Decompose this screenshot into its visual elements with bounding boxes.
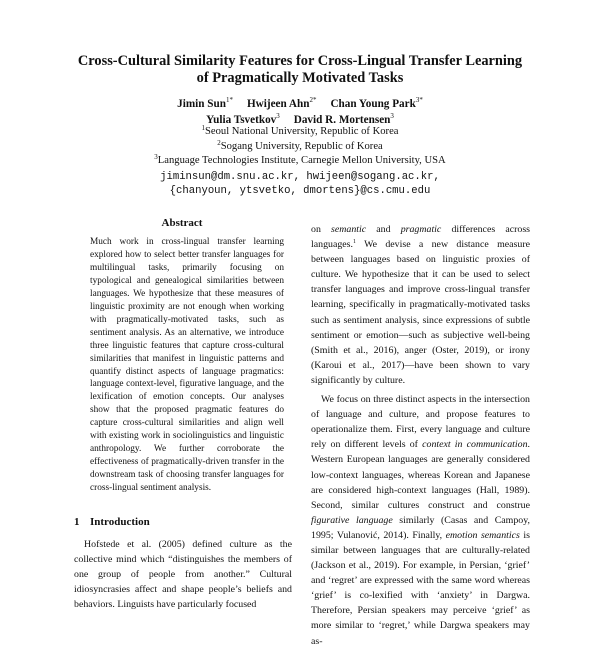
section-title: Introduction bbox=[90, 516, 150, 528]
author-name: Hwijeen Ahn bbox=[246, 98, 310, 110]
affiliations bbox=[40, 125, 560, 169]
author-name: Yulia Tsvetkov bbox=[206, 114, 277, 126]
footnote-mark[interactable]: 1 bbox=[352, 239, 356, 246]
affiliation-mark: 2 bbox=[217, 138, 221, 147]
emphasis: context in communication bbox=[422, 439, 528, 451]
emphasis: figurative language bbox=[311, 514, 393, 526]
author-mark: 1* bbox=[225, 96, 233, 104]
affiliation bbox=[40, 125, 560, 140]
affiliation-text: Seoul National University, Republic of Korea bbox=[205, 126, 399, 137]
author-line-1 bbox=[40, 96, 560, 112]
author-mark: 3 bbox=[390, 112, 394, 120]
affiliation-mark: 1 bbox=[201, 124, 205, 132]
paper-title bbox=[40, 53, 560, 87]
affiliation-mark: 3 bbox=[154, 153, 158, 161]
section-heading-introduction bbox=[74, 516, 150, 528]
right-paragraph-2: We focus on three distinct aspects in the intersection of language and culture, and propose features to operationalize them. First, every language and culture rely on different levels of context in communication. Western European languages are generally considered low-context languages, whereas Korean and Japanese are considered high-context languages (Hall, 1989). Second, similar cultures construct and construe figurative language similarly (Casas and Campoy, 1995; Vulanović, 2014). Finally, emotion semantics is similar between languages that are culturally-related (Jackson et al., 2019). For example, in Persian, ‘grief’ and ‘regret’ are expressed with the same word whereas ‘grief’ is co-lexified with ‘anxiety’ in Dargwa. Therefore, Persian speakers may perceive ‘grief’ as more similar to ‘regret,’ while Dargwa speakers may as- bbox=[311, 394, 531, 647]
author-mark: 3 bbox=[276, 112, 280, 120]
affiliation-text: Sogang University, Republic of Korea bbox=[220, 140, 383, 152]
emphasis: pragmatic bbox=[400, 224, 442, 235]
email-line-1[interactable]: jiminsun@dm.snu.ac.kr, hwijeen@sogang.ac.kr, bbox=[160, 171, 440, 183]
author-list bbox=[40, 96, 560, 128]
right-paragraph-1: on semantic and pragmatic differences across languages.$^1$ We devise a new distance measure between languages based on linguistic proxies of culture. We hypothesize that it can be used to select transfer languages and improve cross-lingual transfer learning, specifically in pragmatically-motivated tasks such as sentiment analysis, since expressions of subtle sentiment or emotion—such as subjective well-being (Smith et al., 2016), anger (Oster, 2019), or irony (Karoui et al., 2017)—have been shown to vary significantly by culture. bbox=[311, 224, 530, 386]
author-mark: 3* bbox=[415, 96, 423, 104]
right-column bbox=[311, 222, 530, 649]
author-name: David R. Mortensen bbox=[293, 114, 391, 126]
introduction-text: Hofstede et al. (2005) defined culture as the collective mind which “distinguishes the members of one group of people from another.” Cultural idiosyncrasies affect and shape people’s beliefs and behaviors. Linguists have particularly focused bbox=[74, 539, 292, 610]
author-name: Chan Young Park bbox=[330, 98, 416, 110]
affiliation bbox=[40, 154, 560, 169]
abstract-text: Much work in cross-lingual transfer learning explored how to select better transfer languages for multilingual tasks, primarily focusing on typological and genealogical similarities between languages. We hypothesize that these measures of linguistic proximity are not enough when working with pragmatically-motivated tasks, such as sentiment analysis. As an alternative, we introduce three linguistic features that capture cross-cultural similarities that manifest in linguistic patterns and quantify distinct aspects of language pragmatics: language context-level, figurative language, and the lexification of emotion concepts. Our analyses show that the proposed pragmatic features do capture cross-cultural similarities and align well with existing work in sociolinguistics and linguistic anthropology. We further corroborate the effectiveness of pragmatically-driven transfer in the downstream task of choosing transfer languages for cross-lingual sentiment analysis. bbox=[90, 237, 284, 494]
affiliation bbox=[40, 140, 560, 155]
author-name: Jimin Sun bbox=[177, 98, 226, 110]
author-emails bbox=[40, 170, 560, 198]
emphasis: emotion semantics bbox=[445, 529, 520, 541]
emphasis: semantic bbox=[331, 224, 367, 235]
paper-title-line-2: of Pragmatically Motivated Tasks bbox=[196, 70, 404, 86]
author-mark: 2* bbox=[309, 96, 317, 104]
paper-title-line-1: Cross-Cultural Similarity Features for Cross-Lingual Transfer Learning bbox=[77, 53, 523, 69]
email-line-2[interactable]: {chanyoun, ytsvetko, dmortens}@cs.cmu.edu bbox=[169, 185, 431, 198]
abstract-heading: Abstract bbox=[161, 217, 203, 229]
section-number: 1 bbox=[74, 516, 80, 528]
affiliation-text: Language Technologies Institute, Carnegie Mellon University, USA bbox=[157, 155, 446, 166]
